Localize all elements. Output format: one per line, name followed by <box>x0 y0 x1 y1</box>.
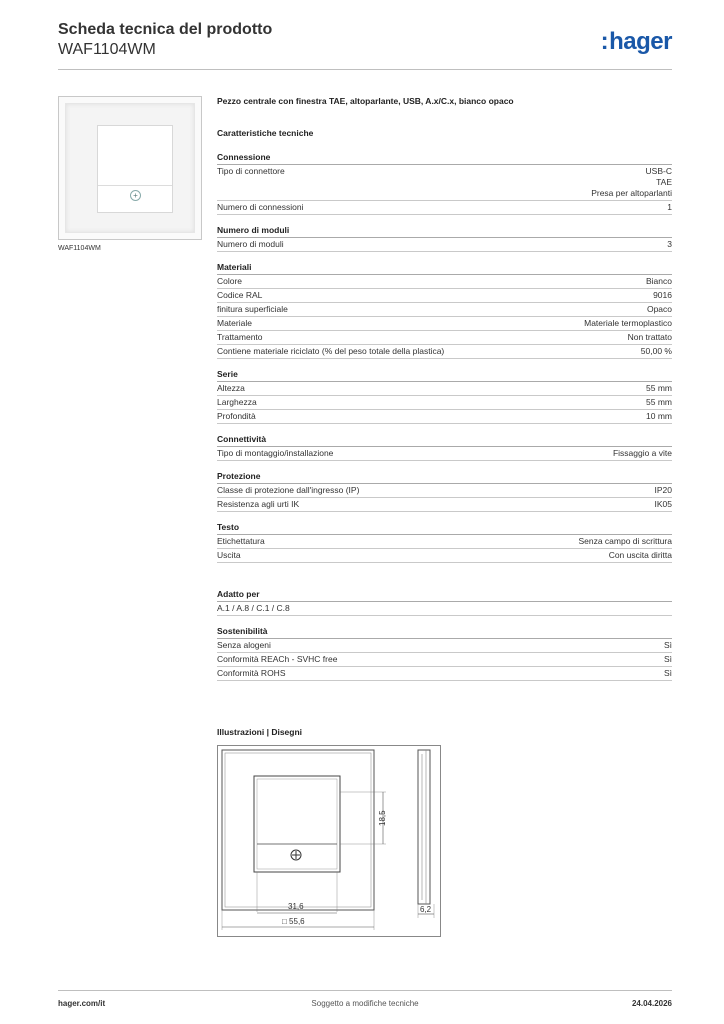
spec-value-line: TAE <box>656 177 672 187</box>
logo-text: hager <box>609 28 672 55</box>
drawing-svg <box>218 746 440 936</box>
spec-label: Tipo di connettore <box>217 166 285 176</box>
spec-label: Colore <box>217 276 243 286</box>
section-title: Connessione <box>217 152 672 165</box>
tech-heading: Caratteristiche tecniche <box>217 128 314 138</box>
spec-value-line: Con uscita diritta <box>608 550 672 560</box>
spec-value-line: 10 mm <box>646 411 672 421</box>
logo-colon-icon: : <box>600 28 609 55</box>
spec-label: Conformità ROHS <box>217 668 286 678</box>
spec-value-line: 9016 <box>653 290 672 300</box>
screw-icon: + <box>130 190 141 201</box>
spec-label: Conformità REACh - SVHC free <box>217 654 338 664</box>
hager-logo[interactable] <box>601 28 672 56</box>
spec-row <box>217 165 672 201</box>
spec-label: Contiene materiale riciclato (% del peso totale della plastica) <box>217 346 445 356</box>
spec-section <box>217 589 672 616</box>
spec-section <box>217 369 672 424</box>
spec-row <box>217 317 672 331</box>
spec-content <box>217 96 672 681</box>
spec-section <box>217 626 672 681</box>
spec-section <box>217 262 672 359</box>
spec-row <box>217 498 672 512</box>
spec-value <box>609 550 672 561</box>
spec-label: Tipo di montaggio/installazione <box>217 448 334 458</box>
section-title: Adatto per <box>217 589 672 602</box>
spec-value-line: Sì <box>663 640 672 650</box>
spec-section <box>217 225 672 252</box>
product-photo <box>58 96 202 240</box>
spec-value-line: Sì <box>663 668 672 678</box>
spec-row <box>217 535 672 549</box>
section-title: Numero di moduli <box>217 225 672 238</box>
page-footer <box>58 990 672 1016</box>
spec-label: Etichettatura <box>217 536 265 546</box>
spec-value-line: Sì <box>663 654 672 664</box>
spec-value <box>646 383 672 394</box>
spec-value-line: Opaco <box>646 304 672 314</box>
spec-row <box>217 275 672 289</box>
spec-row <box>217 382 672 396</box>
section-title: Testo <box>217 522 672 535</box>
spec-value-line: Bianco <box>646 276 672 286</box>
spec-row <box>217 238 672 252</box>
section-title: Connettività <box>217 434 672 447</box>
spec-label: Numero di moduli <box>217 239 284 249</box>
section-title: Sostenibilità <box>217 626 672 639</box>
spec-sections <box>217 152 672 681</box>
spec-value-line: Senza campo di scrittura <box>578 536 672 546</box>
dim-depth-label: 6,2 <box>420 905 432 914</box>
spec-row <box>217 639 672 653</box>
spec-value <box>646 276 672 287</box>
spec-value-line: 55 mm <box>646 383 672 393</box>
spec-value <box>646 411 672 422</box>
spec-row <box>217 484 672 498</box>
spec-section <box>217 471 672 512</box>
photo-window <box>97 125 173 213</box>
spec-value <box>664 668 672 679</box>
dim-height-label: 18,5 <box>378 810 387 826</box>
spec-section <box>217 152 672 215</box>
spec-label: Resistenza agli urti IK <box>217 499 300 509</box>
spec-value <box>584 318 672 329</box>
photo-window-upper <box>98 126 172 186</box>
spec-value <box>667 202 672 213</box>
section-title: Protezione <box>217 471 672 484</box>
spec-value-line: 50,00 % <box>640 346 672 356</box>
spec-value-line: 55 mm <box>646 397 672 407</box>
spec-value-line: 1 <box>667 202 672 212</box>
spec-value <box>667 239 672 250</box>
spec-label: Trattamento <box>217 332 263 342</box>
side-view-outline <box>418 750 430 904</box>
product-code: WAF1104WM <box>58 41 156 58</box>
spec-section <box>217 434 672 461</box>
spec-row <box>217 396 672 410</box>
spec-row <box>217 410 672 424</box>
spec-row <box>217 201 672 215</box>
spec-row <box>217 653 672 667</box>
spec-value <box>578 536 672 547</box>
footer-note: Soggetto a modifiche tecniche <box>311 999 419 1008</box>
photo-frame <box>65 103 195 233</box>
drawings-title: Illustrazioni | Disegni <box>217 727 303 737</box>
product-description: Pezzo centrale con finestra TAE, altoparlante, USB, A.x/C.x, bianco opaco <box>217 96 514 106</box>
spec-label: Materiale <box>217 318 252 328</box>
dim-outer-width-label: □ 55,6 <box>282 917 305 926</box>
spec-value-line: Fissaggio a vite <box>612 448 672 458</box>
spec-value-line: IP20 <box>654 485 672 495</box>
spec-label: Altezza <box>217 383 245 393</box>
spec-value <box>641 346 672 357</box>
footer-date: 24.04.2026 <box>631 999 672 1008</box>
spec-label: A.1 / A.8 / C.1 / C.8 <box>217 603 290 613</box>
spec-value <box>647 304 672 315</box>
footer-website-link[interactable]: hager.com/it <box>58 999 106 1008</box>
document-title: Scheda tecnica del prodotto <box>58 21 273 38</box>
spec-value-line: Presa per altoparlanti <box>591 188 672 198</box>
spec-row <box>217 303 672 317</box>
spec-value <box>628 332 672 343</box>
spec-value <box>591 166 672 199</box>
spec-row <box>217 331 672 345</box>
spec-label: Larghezza <box>217 397 257 407</box>
spec-value-line: IK05 <box>654 499 672 509</box>
spec-value <box>664 654 672 665</box>
photo-caption: WAF1104WM <box>58 245 101 252</box>
spec-row <box>217 549 672 563</box>
spec-row <box>217 447 672 461</box>
spec-value-line: 3 <box>667 239 672 249</box>
section-title: Materiali <box>217 262 672 275</box>
technical-drawing <box>217 745 441 937</box>
spec-value <box>646 397 672 408</box>
spec-value-line: USB-C <box>645 166 672 176</box>
spec-label: Senza alogeni <box>217 640 271 650</box>
spec-value <box>664 640 672 651</box>
spec-section <box>217 522 672 563</box>
spec-row <box>217 667 672 681</box>
spec-row <box>217 602 672 616</box>
spec-row <box>217 289 672 303</box>
spec-value <box>655 485 673 496</box>
spec-value <box>653 290 672 301</box>
spec-value <box>613 448 672 459</box>
spec-label: Classe di protezione dall'ingresso (IP) <box>217 485 360 495</box>
dim-inner-width-label: 31,6 <box>288 902 304 911</box>
spec-value-line: Materiale termoplastico <box>584 318 672 328</box>
spec-label: Numero di connessioni <box>217 202 304 212</box>
spec-label: Codice RAL <box>217 290 263 300</box>
spec-value-line: Non trattato <box>627 332 672 342</box>
section-title: Serie <box>217 369 672 382</box>
page-header <box>58 20 672 70</box>
front-plate-outline <box>222 750 374 910</box>
window-outline <box>254 776 340 872</box>
spec-row <box>217 345 672 359</box>
spec-label: Uscita <box>217 550 241 560</box>
spec-label: Profondità <box>217 411 256 421</box>
spec-value <box>655 499 673 510</box>
spec-label: finitura superficiale <box>217 304 288 314</box>
